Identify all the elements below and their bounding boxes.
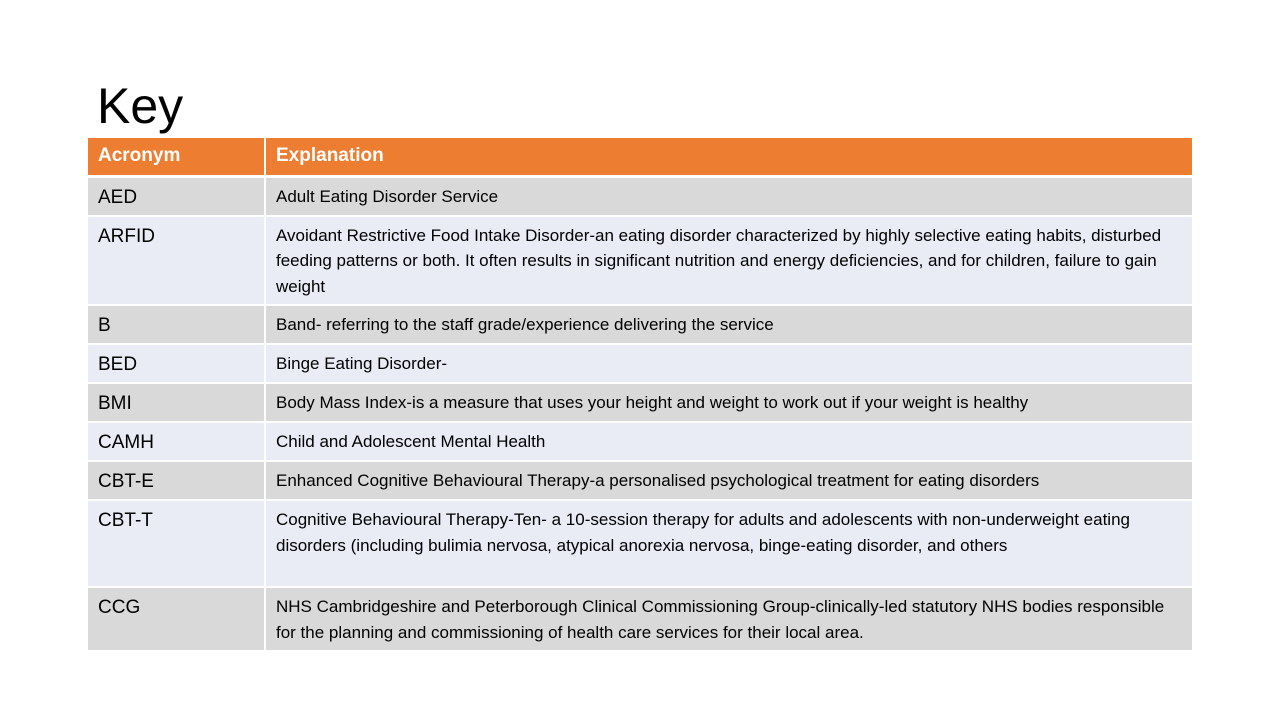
explanation-cell: Binge Eating Disorder- (265, 344, 1192, 383)
table-row (88, 216, 1192, 306)
acronym-cell: CBT-T (88, 500, 265, 587)
acronym-cell: BED (88, 344, 265, 383)
explanation-cell: Cognitive Behavioural Therapy-Ten- a 10-session therapy for adults and adolescents with non-underweight eating disorders (including bulimia nervosa, atypical anorexia nervosa, binge-eating disorder, and others (265, 500, 1192, 587)
header-acronym: Acronym (88, 138, 265, 176)
acronym-cell: CAMH (88, 422, 265, 461)
table-row (88, 176, 1192, 216)
table-row (88, 305, 1192, 344)
table-row (88, 344, 1192, 383)
table-row (88, 422, 1192, 461)
explanation-cell: Enhanced Cognitive Behavioural Therapy-a personalised psychological treatment for eating disorders (265, 461, 1192, 500)
explanation-cell: Band- referring to the staff grade/experience delivering the service (265, 305, 1192, 344)
table-header-row (88, 138, 1192, 176)
explanation-cell: Adult Eating Disorder Service (265, 176, 1192, 216)
acronym-cell: CBT-E (88, 461, 265, 500)
table-row (88, 500, 1192, 587)
header-explanation: Explanation (265, 138, 1192, 176)
explanation-cell: Avoidant Restrictive Food Intake Disorder-an eating disorder characterized by highly selective eating habits, disturbed feeding patterns or both. It often results in significant nutrition and energy deficiencies, and for children, failure to gain weight (265, 216, 1192, 306)
acronym-cell: BMI (88, 383, 265, 422)
acronym-cell: CCG (88, 587, 265, 651)
explanation-cell: Child and Adolescent Mental Health (265, 422, 1192, 461)
page-title: Key (97, 78, 184, 134)
acronym-cell: B (88, 305, 265, 344)
acronym-cell: ARFID (88, 216, 265, 306)
explanation-cell: Body Mass Index-is a measure that uses your height and weight to work out if your weight is healthy (265, 383, 1192, 422)
acronym-cell: AED (88, 176, 265, 216)
table-row (88, 383, 1192, 422)
table-row (88, 587, 1192, 651)
table-row (88, 461, 1192, 500)
acronym-key-table (88, 138, 1192, 652)
explanation-cell: NHS Cambridgeshire and Peterborough Clinical Commissioning Group-clinically-led statutory NHS bodies responsible for the planning and commissioning of health care services for their local area. (265, 587, 1192, 651)
